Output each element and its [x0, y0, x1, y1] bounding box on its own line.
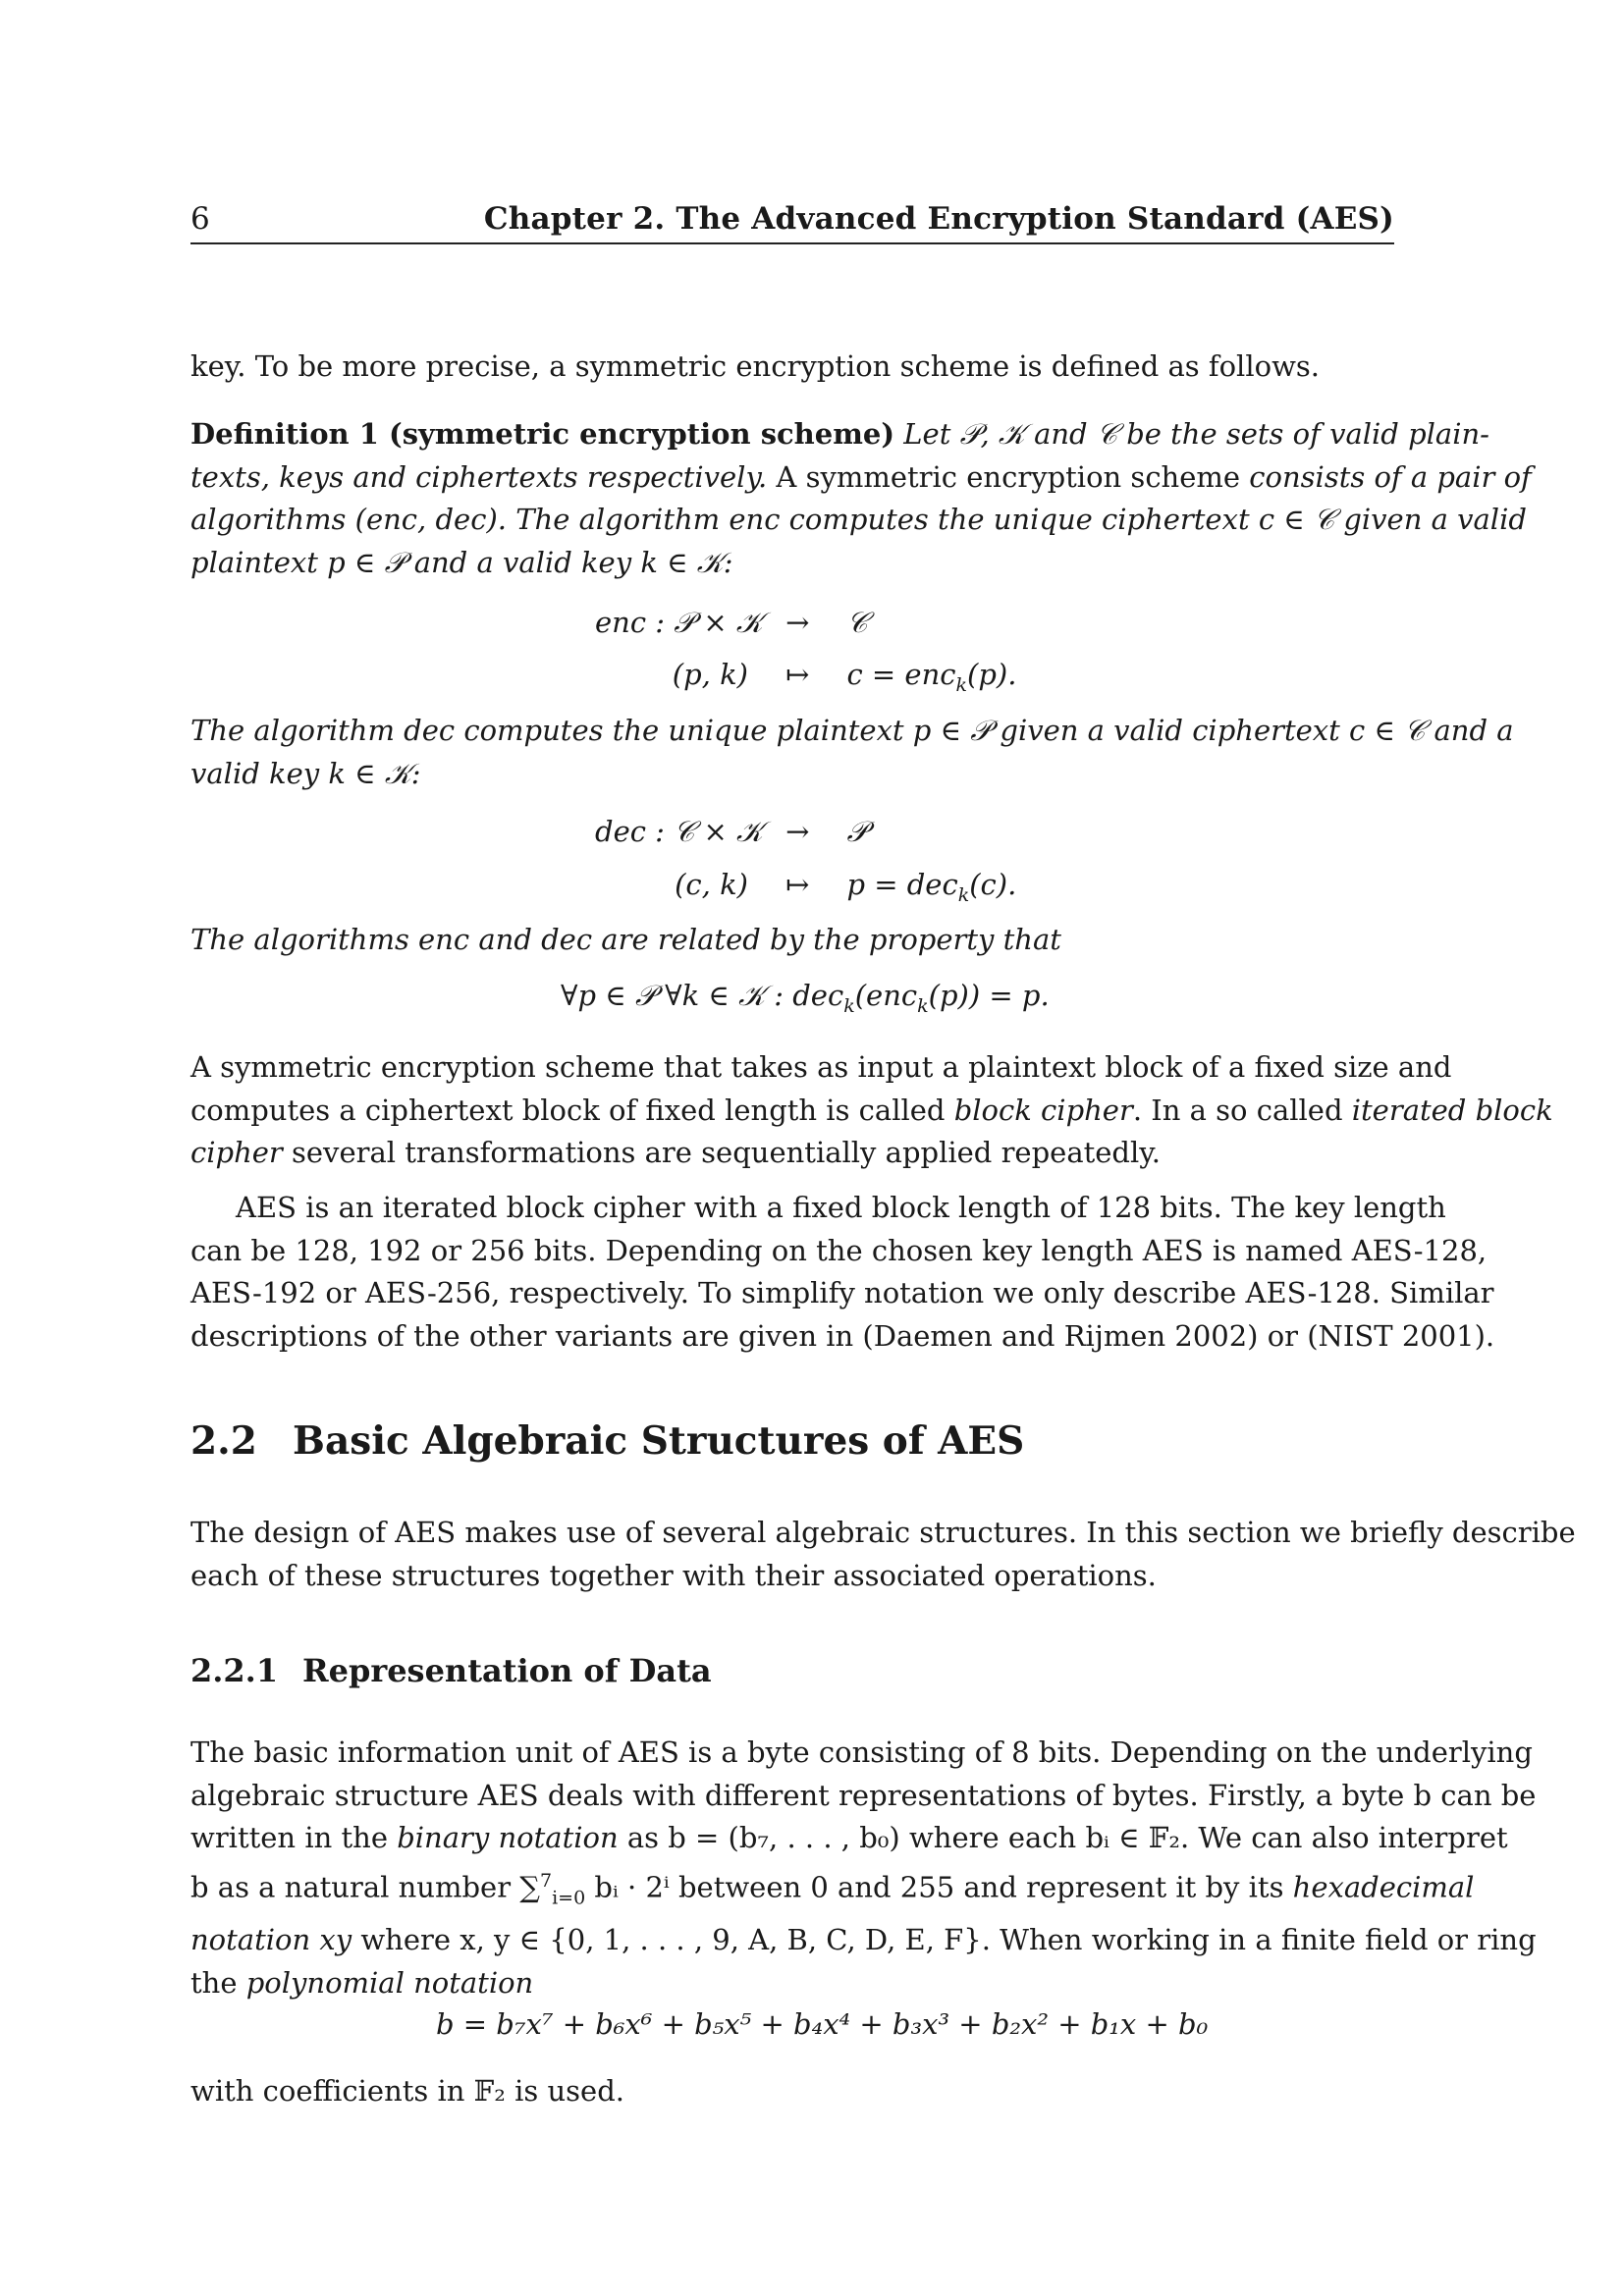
definition-text: texts, keys and ciphertexts respectively. [190, 459, 768, 494]
definition-heading: Definition 1 (symmetric encryption scheme) [190, 417, 895, 451]
section-title: Basic Algebraic Structures of AES [293, 1418, 1025, 1464]
subsection-heading [190, 1650, 712, 1691]
page-number: 6 [190, 201, 210, 237]
section-heading [190, 1416, 1024, 1466]
definition-text: Let 𝒫, 𝒦 and 𝒞 be the sets of valid plain- [903, 417, 1489, 451]
dec-equation-1: dec : 𝒞 × 𝒦 → 𝒫 [595, 815, 868, 848]
definition-text: The algorithm dec computes the unique plaintext p ∈ 𝒫 given a valid ciphertext c ∈ 𝒞 and a [190, 714, 1514, 747]
polynomial-equation: b = b₇x⁷ + b₆x⁶ + b₅x⁵ + b₄x⁴ + b₃x³ + b₂x² + b₁x + b₀ [436, 2007, 1209, 2041]
property-equation: ∀p ∈ 𝒫 ∀k ∈ 𝒦 : dec$_k$(enc$_k$(p)) = p. [561, 979, 1050, 1017]
intro-paragraph [190, 346, 1394, 389]
section-number: 2.2 [190, 1418, 257, 1464]
definition-text: consists of a pair of [1249, 459, 1532, 494]
data-paragraph-end: with coefficients in 𝔽₂ is used. [190, 2074, 624, 2108]
definition-property-intro [190, 919, 1394, 962]
intro-line: key. To be more precise, a symmetric encryption scheme is defined as follows. [190, 349, 1320, 383]
block-cipher-paragraph: A symmetric encryption scheme that takes as input a plaintext block of a fixed size and computes a ciphertext block of fixed length is called block cipher. In a so called iterated block cipher several transformations are sequentially applied repeatedly. [190, 1050, 1553, 1169]
definition-text: algorithms (enc, dec). The algorithm enc computes the unique ciphertext c ∈ 𝒞 given a valid [190, 503, 1527, 536]
chapter-title: Chapter 2. The Advanced Encryption Standard (AES) [483, 201, 1394, 237]
definition-continued [190, 710, 1514, 795]
definition-block [190, 413, 1532, 584]
enc-equation-2: (p, k) ↦ c = enc$_k$(p). [672, 658, 1017, 696]
data-paragraph: The basic information unit of AES is a byte consisting of 8 bits. Depending on the underlying algebraic structure AES deals with different representations of bytes. Firstly, a byte b can be written in the binary notation as b = (b₇, . . . , b₀) where each bᵢ ∈ 𝔽₂. We can also interpret b as a natural number ∑$^7_{i=0}$ bᵢ · 2ⁱ between 0 and 255 and represent it by its hexadecimal notation xy where x, y ∈ {0, 1, . . . , 9, A, B, C, D, E, F}. When working in a finite field or ring the polynomial notation [190, 1735, 1537, 2000]
definition-text: valid key k ∈ 𝒦: [190, 756, 421, 790]
section-paragraph: The design of AES makes use of several algebraic structures. In this section we briefly describe each of these structures together with their associated operations. [190, 1516, 1576, 1592]
dec-equation-2: (c, k) ↦ p = dec$_k$(c). [675, 868, 1017, 906]
definition-text: The algorithms enc and dec are related by the property that [190, 923, 1061, 956]
definition-text: plaintext p ∈ 𝒫 and a valid key k ∈ 𝒦: [190, 545, 733, 579]
subsection-number: 2.2.1 [190, 1652, 279, 1689]
definition-term: A symmetric encryption scheme [767, 459, 1250, 494]
enc-equation-1: enc : 𝒫 × 𝒦 → 𝒞 [595, 606, 868, 639]
subsection-title: Representation of Data [302, 1652, 712, 1689]
running-header [190, 199, 1394, 244]
aes-paragraph: AES is an iterated block cipher with a fixed block length of 128 bits. The key length can be 128, 192 or 256 bits. Depending on the chosen key length AES is named AES-128, AES-192 or AES-256, respectively. To simplify notation we only describe AES-128. Similar descriptions of the other variants are given in (Daemen and Rijmen 2002) or (NIST 2001). [190, 1191, 1495, 1353]
